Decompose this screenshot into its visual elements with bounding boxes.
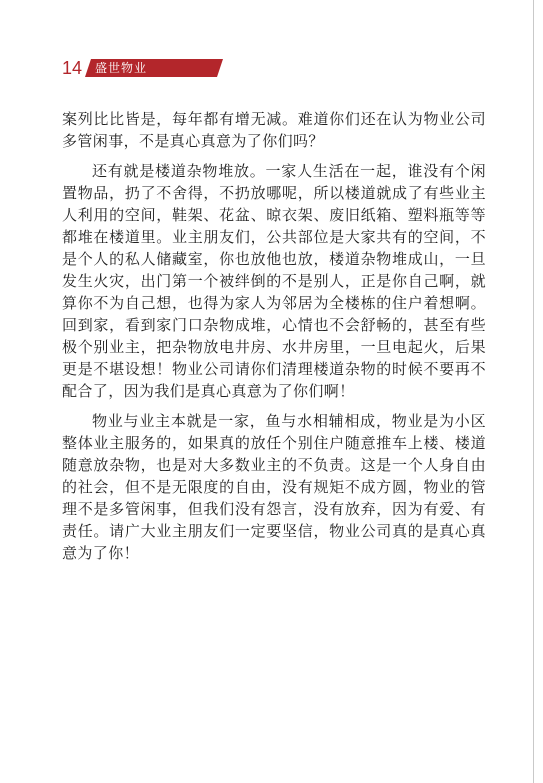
page-header <box>62 56 302 80</box>
book-title: 盛世物业 <box>95 61 148 75</box>
paragraph-2: 还有就是楼道杂物堆放。一家人生活在一起，谁没有个闲置物品，扔了不舍得，不扔放哪呢，所以楼道就成了有些业主人利用的空间，鞋架、花盆、晾衣架、废旧纸箱、塑料瓶等等都堆在楼道里。业主朋友们，公共部位是大家共有的空间，不是个人的私人储藏室，你也放他也放，楼道杂物堆成山，一旦发生火灾，出门第一个被绊倒的不是别人，正是你自己啊，就算你不为自己想，也得为家人为邻居为全楼栋的住户着想啊。回到家，看到家门口杂物成堆，心情也不会舒畅的，甚至有些极个别业主，把杂物放电井房、水井房里，一旦电起火，后果更是不堪设想！物业公司请你们清理楼道杂物的时候不要再不配合了，因为我们是真心真意为了你们啊！ <box>62 162 486 400</box>
paragraph-1: 案列比比皆是，每年都有增无减。难道你们还在认为物业公司多管闲事，不是真心真意为了你们吗？ <box>62 110 486 150</box>
page-number: 14 <box>62 58 83 78</box>
paragraph-3: 物业与业主本就是一家，鱼与水相辅相成，物业是为小区整体业主服务的，如果真的放任个别住户随意推车上楼、楼道随意放杂物，也是对大多数业主的不负责。这是一个人身自由的社会，但不是无限度的自由，没有规矩不成方圆，物业的管理不是多管闲事，但我们没有怨言，没有放弃，因为有爱、有责任。请广大业主朋友们一定要坚信，物业公司真的是真心真意为了你！ <box>62 412 486 562</box>
body-text <box>62 108 486 572</box>
book-title-tag <box>85 59 223 77</box>
page-edge-rule <box>533 0 534 783</box>
